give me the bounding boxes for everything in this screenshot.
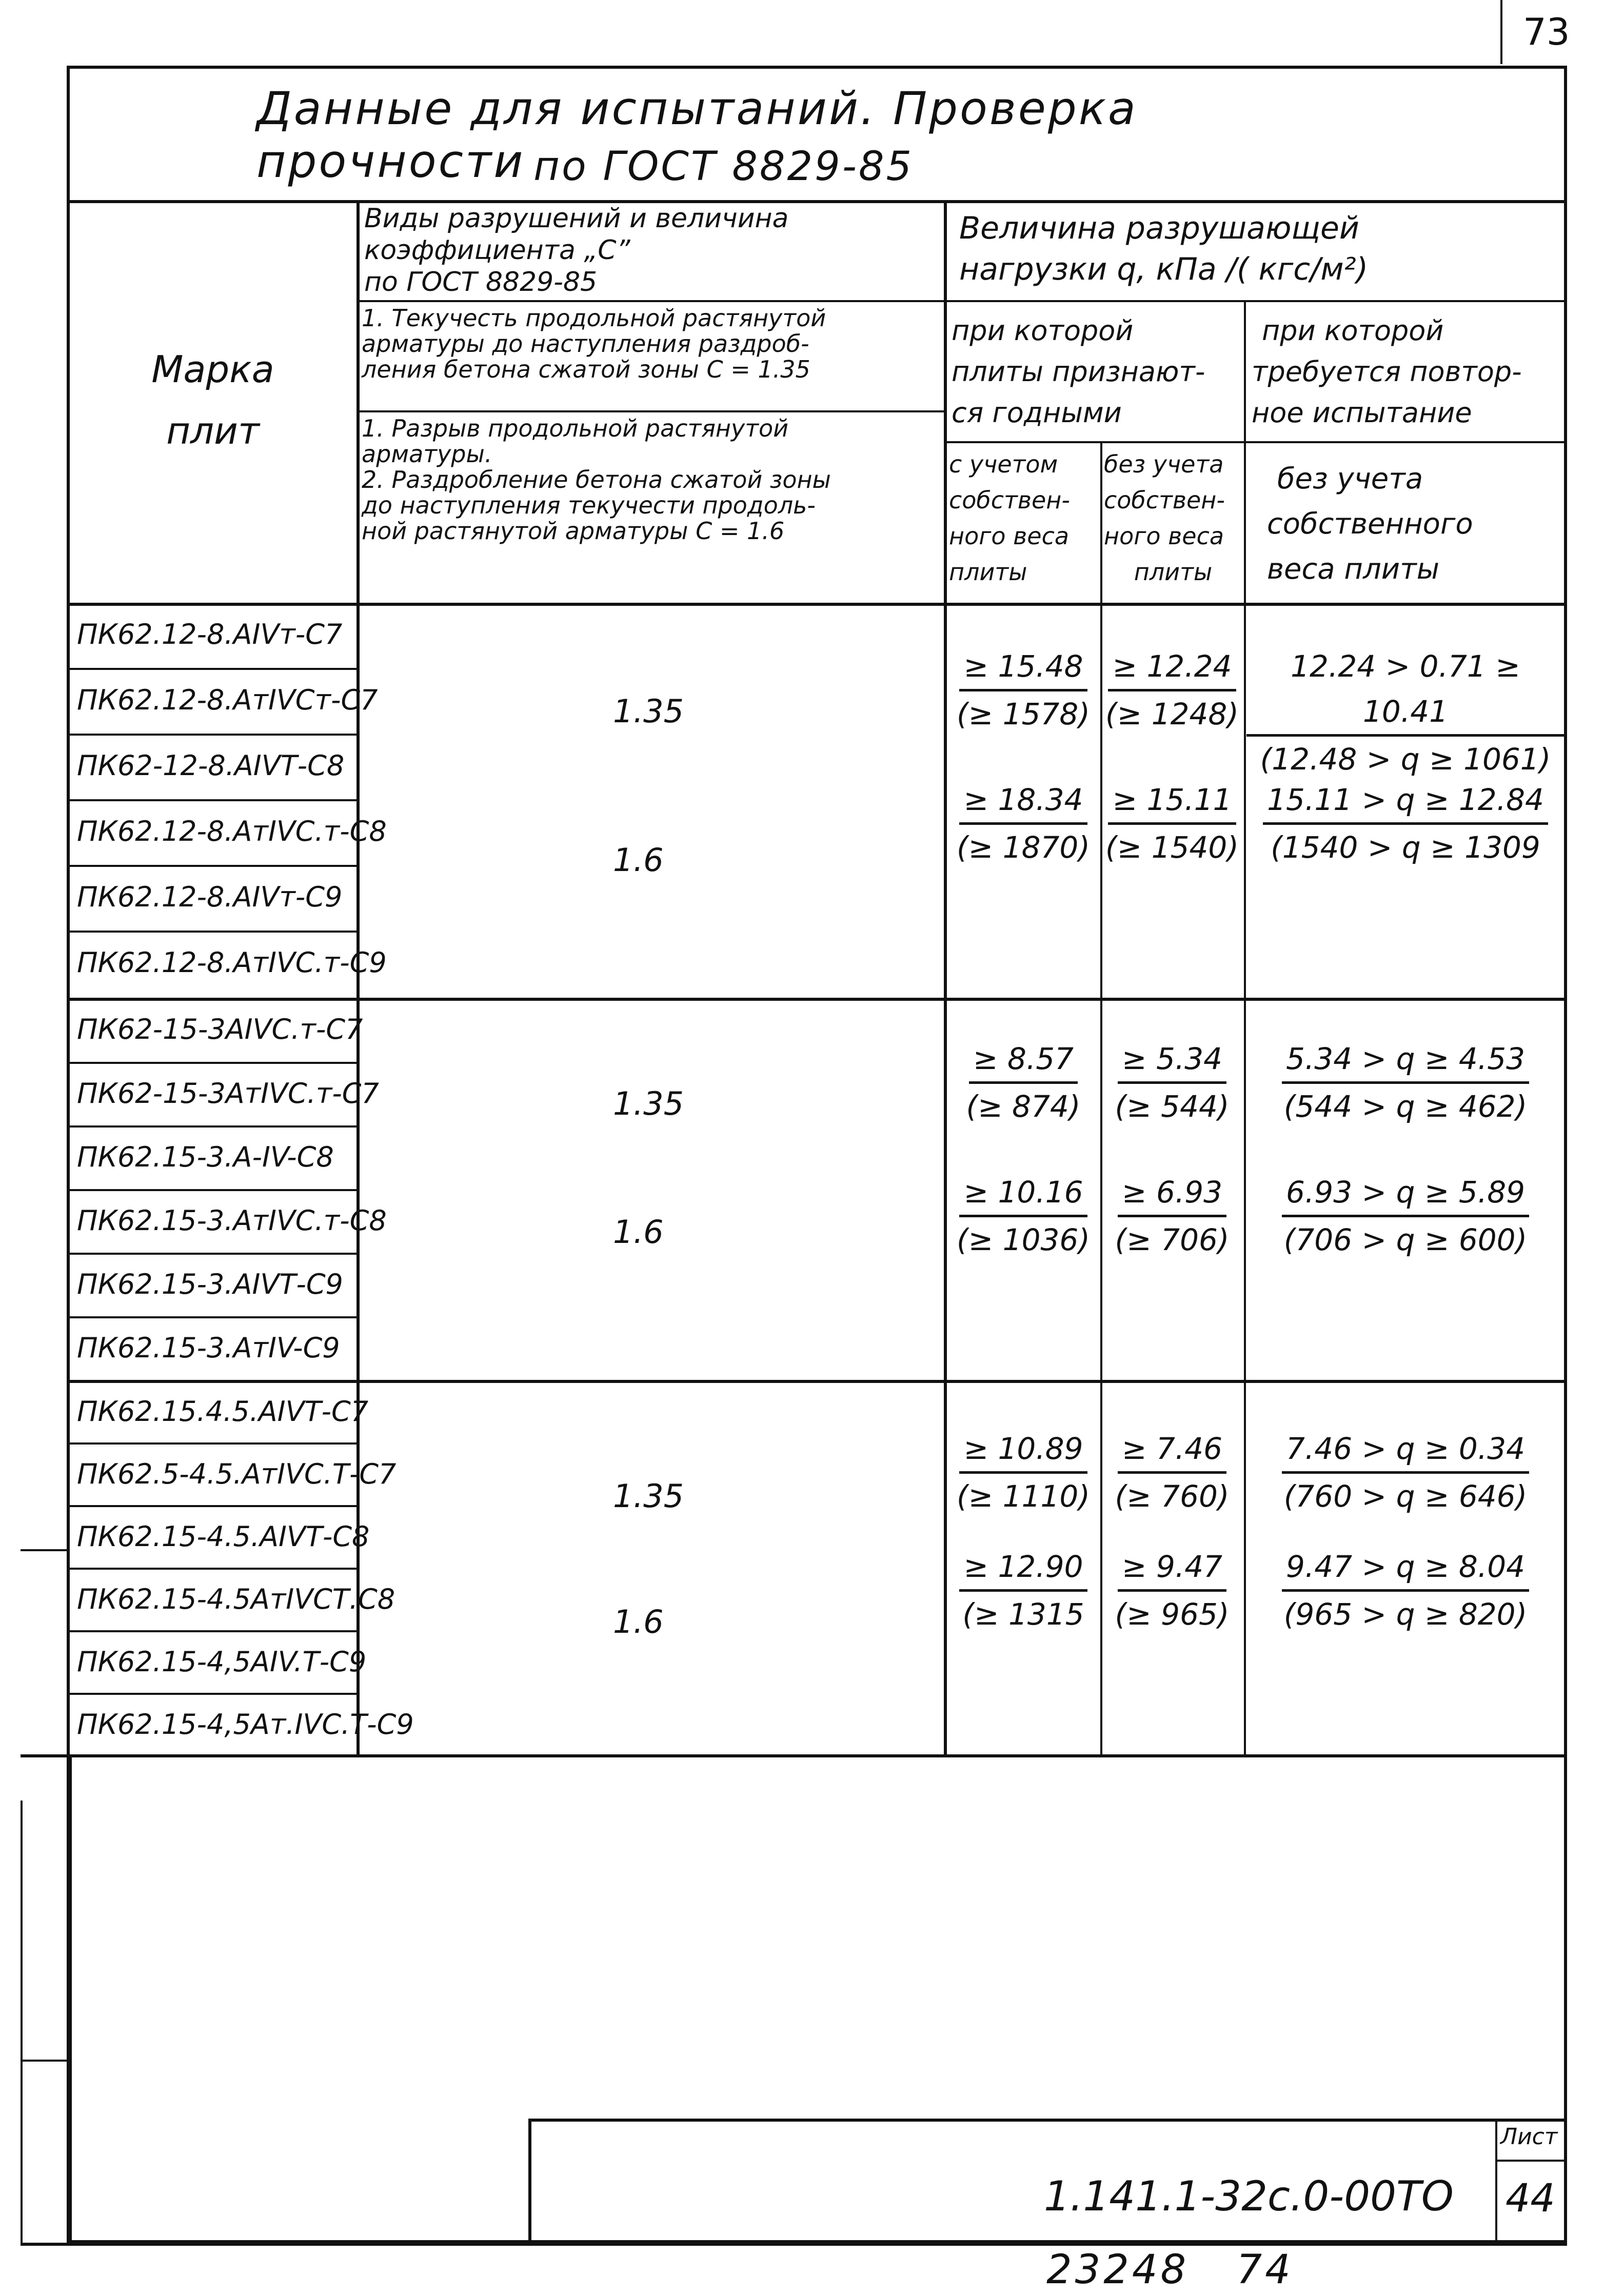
row-divider [67, 1693, 357, 1695]
header-with-weight [949, 446, 1098, 590]
load-kgf: (≥ 874) [966, 1089, 1081, 1124]
title-block-divider [1495, 2119, 1497, 2244]
header-failure-mode-2 [362, 416, 941, 544]
row-divider [67, 931, 357, 933]
load-kpa: 12.24 > 0.71 ≥ 10.41 [1246, 644, 1564, 737]
sheet-label-divider [1495, 2160, 1567, 2162]
failure-mode1-border [357, 410, 944, 412]
load-kgf: (≥ 706) [1115, 1222, 1230, 1257]
load-kgf: (≥ 1036) [957, 1222, 1090, 1257]
page-number-box [1500, 0, 1572, 64]
row-divider [67, 1189, 357, 1191]
row-divider [67, 1316, 357, 1318]
mode1-line: ления бетона сжатой зоны С = 1.35 [362, 355, 810, 383]
load-kgf: (≥ 1248) [1105, 697, 1239, 731]
header-failure-line: по ГОСТ 8829-85 [364, 267, 598, 298]
c-coefficient: 1.6 [613, 1213, 664, 1251]
load-retest [1246, 1170, 1564, 1262]
page-subtitle: по ГОСТ 8829-85 [533, 144, 914, 190]
sheet-number: 44 [1506, 2175, 1555, 2221]
with-weight-line: ного веса [949, 522, 1070, 550]
load-without-weight [1103, 1544, 1241, 1637]
header-failure-mode-1 [362, 305, 941, 382]
plate-mark: ПК62.15-4.5АтIVСТ.С8 [77, 1583, 395, 1615]
col-divider-weight [1100, 441, 1102, 1757]
c-coefficient: 1.35 [613, 1085, 684, 1122]
col-divider-failure [944, 200, 947, 1757]
plate-mark: ПК62-15-3AIVС.т-С7 [77, 1013, 363, 1045]
plate-mark: ПК62.12-8.AIVт-С9 [77, 881, 343, 913]
plate-mark: ПК62.5-4.5.АтIVС.Т-С7 [77, 1458, 397, 1490]
header-mark-line: плит [166, 409, 260, 452]
load-kgf: (≥ 544) [1115, 1089, 1230, 1124]
accepted-line: при которой [952, 314, 1134, 347]
load-kpa: ≥ 18.34 [959, 777, 1087, 825]
retest-weight-line: без учета [1277, 462, 1423, 496]
retest-weight-line: собственного [1267, 507, 1473, 541]
row-divider [67, 1505, 357, 1507]
header-mark-column [128, 339, 298, 462]
load-kgf: (≥ 1540) [1105, 830, 1239, 865]
table-bottom-border [21, 1754, 1567, 1757]
load-kgf: (≥ 1110) [957, 1479, 1090, 1514]
load-retest [1246, 1544, 1564, 1637]
plate-mark: ПК62.15.4.5.AIVТ-С7 [77, 1395, 369, 1428]
without-weight-line: без учета [1104, 450, 1224, 478]
load-without-weight [1103, 777, 1241, 870]
load-kpa: ≥ 15.11 [1108, 777, 1236, 825]
load-subheader-border [944, 441, 1567, 443]
plate-mark: ПК62.15-3.АтIVС.т-С8 [77, 1204, 387, 1237]
row-divider [67, 799, 357, 801]
load-with-weight [949, 644, 1098, 737]
load-kpa: ≥ 15.48 [959, 644, 1087, 691]
mode1-line: арматуры до наступления раздроб- [362, 330, 809, 358]
load-kpa: ≥ 10.16 [959, 1170, 1087, 1217]
group-1-bottom-border [67, 998, 1567, 1001]
mode1-line: 1. Текучесть продольной растянутой [362, 304, 826, 332]
load-kpa: 9.47 > q ≥ 8.04 [1282, 1544, 1529, 1592]
retest-line: требуется повтор- [1252, 355, 1522, 388]
header-failure-line: коэффициента „С” [364, 235, 630, 266]
load-kpa: 5.34 > q ≥ 4.53 [1282, 1036, 1529, 1084]
group-2-bottom-border [67, 1380, 1567, 1383]
without-weight-line: собствен- [1104, 486, 1225, 514]
margin-tick [21, 1549, 69, 1551]
load-kgf: (706 > q ≥ 600) [1283, 1222, 1528, 1257]
load-without-weight [1103, 1036, 1241, 1129]
load-with-weight [949, 777, 1098, 870]
plate-mark: ПК62.12-8.АтIVСт-С7 [77, 684, 378, 716]
row-divider [67, 734, 357, 736]
load-kpa: ≥ 12.90 [959, 1544, 1087, 1592]
header-bottom-border [67, 603, 1567, 606]
plate-mark: ПК62.12-8.АтIVС.т-С8 [77, 815, 387, 847]
plate-mark: ПК62.15-3.А-IV-С8 [77, 1141, 334, 1173]
load-with-weight [949, 1170, 1098, 1262]
load-retest [1246, 1426, 1564, 1519]
page-number: 73 [1523, 10, 1570, 53]
load-kpa: ≥ 12.24 [1108, 644, 1236, 691]
load-retest [1246, 644, 1564, 782]
load-without-weight [1103, 644, 1241, 737]
c-coefficient: 1.35 [613, 693, 684, 730]
header-accepted [952, 310, 1241, 433]
load-kpa: ≥ 6.93 [1118, 1170, 1226, 1217]
load-with-weight [949, 1544, 1098, 1637]
header-retest [1252, 310, 1564, 433]
c-coefficient: 1.35 [613, 1477, 684, 1515]
load-kgf: (≥ 1870) [957, 830, 1090, 865]
plate-mark: ПК62.15-4,5AIV.Т-С9 [77, 1646, 367, 1678]
row-divider [67, 1062, 357, 1064]
load-kgf: (≥ 965) [1115, 1597, 1230, 1632]
load-with-weight [949, 1036, 1098, 1129]
mode2-line: арматуры. [362, 440, 492, 468]
load-kgf: (12.48 > q ≥ 1061) [1260, 742, 1551, 777]
plate-mark: ПК62.15-4,5Ат.IVС.Т-С9 [77, 1708, 414, 1741]
retest-line: ное испытание [1252, 397, 1472, 429]
plate-mark: ПК62-15-3АтIVС.т-С7 [77, 1077, 379, 1110]
plate-mark: ПК62.12-8.АтIVС.т-С9 [77, 946, 387, 979]
with-weight-line: с учетом [949, 450, 1058, 478]
load-kgf: (≥ 760) [1115, 1479, 1230, 1514]
archive-number: 23248 74 [1046, 2247, 1294, 2293]
header-load-title [959, 208, 1559, 290]
header-mark-line: Марка [151, 348, 274, 391]
margin-edge [21, 1801, 23, 2244]
without-weight-line: плиты [1134, 558, 1213, 586]
load-retest [1246, 1036, 1564, 1129]
row-divider [67, 1630, 357, 1632]
frame-bottom-border [21, 2243, 1567, 2246]
header-failure-line: Виды разрушений и величина [364, 203, 789, 234]
load-retest [1246, 777, 1564, 870]
c-coefficient: 1.6 [613, 841, 664, 879]
margin-divider [21, 2060, 69, 2062]
page-title: Данные для испытаний. Проверка прочности [256, 82, 1138, 188]
load-kgf: (760 > q ≥ 646) [1283, 1479, 1528, 1514]
row-divider [67, 1442, 357, 1445]
load-with-weight [949, 1426, 1098, 1519]
without-weight-line: ного веса [1104, 522, 1224, 550]
load-kpa: ≥ 9.47 [1118, 1544, 1226, 1592]
row-divider [67, 1125, 357, 1128]
row-divider [67, 668, 357, 670]
retest-weight-line: веса плиты [1267, 552, 1439, 586]
accepted-line: ся годными [952, 397, 1122, 429]
mode2-line: 1. Разрыв продольной растянутой [362, 414, 789, 442]
load-without-weight [1103, 1170, 1241, 1262]
retest-line: при которой [1262, 314, 1444, 347]
load-title-line: нагрузки q, кПа /( кгс/м²) [959, 251, 1369, 287]
header-failure-title [364, 203, 939, 298]
load-kgf: (1540 > q ≥ 1309 [1271, 830, 1540, 865]
load-kpa: 7.46 > q ≥ 0.34 [1282, 1426, 1529, 1474]
row-divider [67, 865, 357, 867]
load-without-weight [1103, 1426, 1241, 1519]
header-retest-without-weight [1267, 457, 1559, 592]
plate-mark: ПК62.15-3.АтIV-С9 [77, 1332, 340, 1364]
load-kpa: 6.93 > q ≥ 5.89 [1282, 1170, 1529, 1217]
plate-mark: ПК62.12-8.AIVт-С7 [77, 618, 343, 650]
load-kpa: ≥ 7.46 [1118, 1426, 1226, 1474]
sheet-label: Лист [1500, 2124, 1558, 2150]
load-kpa: ≥ 8.57 [969, 1036, 1078, 1084]
plate-mark: ПК62.15-3.AIVТ-С9 [77, 1268, 343, 1300]
row-divider [67, 1253, 357, 1255]
mode2-line: до наступления текучести продоль- [362, 491, 816, 519]
mode2-line: 2. Раздробление бетона сжатой зоны [362, 466, 831, 493]
accepted-line: плиты признают- [952, 355, 1205, 388]
load-kgf: (≥ 1578) [957, 697, 1090, 731]
load-kpa: ≥ 5.34 [1118, 1036, 1226, 1084]
load-kgf: (965 > q ≥ 820) [1283, 1597, 1528, 1632]
load-kpa: ≥ 10.89 [959, 1426, 1087, 1474]
binding-margin [21, 1754, 72, 2244]
load-title-line: Величина разрушающей [959, 210, 1359, 246]
with-weight-line: плиты [949, 558, 1027, 586]
failure-title-border [357, 300, 944, 302]
load-kgf: (544 > q ≥ 462) [1283, 1089, 1528, 1124]
load-title-border [944, 300, 1567, 302]
row-divider [67, 1568, 357, 1570]
document-code: 1.141.1-32с.0-00ТО [1044, 2172, 1454, 2220]
col-divider-retest [1244, 300, 1246, 1757]
load-kgf: (≥ 1315 [962, 1597, 1084, 1632]
mode2-line: ной растянутой арматуры С = 1.6 [362, 517, 785, 545]
load-kpa: 15.11 > q ≥ 12.84 [1263, 777, 1548, 825]
with-weight-line: собствен- [949, 486, 1070, 514]
plate-mark: ПК62.15-4.5.AIVТ-С8 [77, 1520, 370, 1553]
plate-mark: ПК62-12-8.AIVТ-С8 [77, 749, 345, 782]
header-without-weight [1104, 446, 1242, 590]
c-coefficient: 1.6 [613, 1603, 664, 1640]
